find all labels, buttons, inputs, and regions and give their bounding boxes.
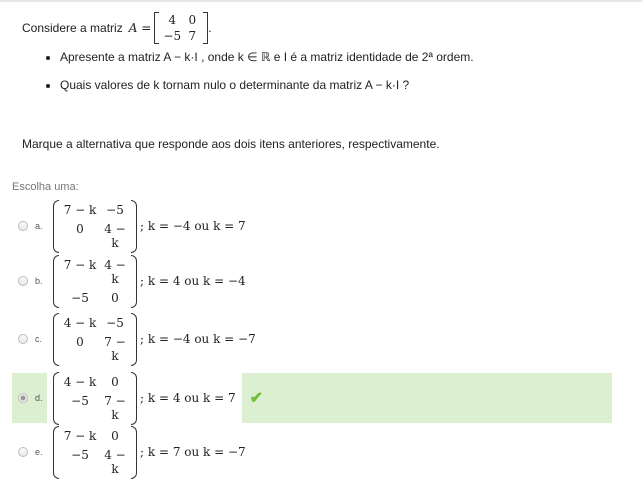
matrix-cell: 0 — [111, 290, 119, 305]
option-d[interactable] — [12, 373, 612, 423]
matrix-cell: −5 — [71, 447, 89, 462]
option-letter: b. — [35, 276, 43, 286]
radio-button-selected[interactable] — [18, 393, 28, 403]
matrix-cell: 0 — [76, 221, 84, 236]
option-c[interactable] — [12, 315, 612, 363]
matrix-cell: −5 — [106, 202, 124, 217]
matrix-cell: −5 — [106, 315, 124, 330]
matrix-cell: −5 — [163, 29, 182, 43]
option-answer: ; k = 4 ou k = 7 — [140, 391, 236, 405]
option-matrix — [53, 372, 137, 425]
question-bullets — [40, 47, 480, 103]
option-matrix — [53, 313, 137, 366]
option-e[interactable] — [12, 428, 612, 476]
radio-button[interactable] — [18, 447, 28, 457]
option-letter: d. — [35, 393, 43, 403]
matrix-cell: 0 — [111, 428, 119, 443]
matrix-cell: 7 − k — [104, 393, 126, 422]
bullet-item: • Apresente a matriz A − k·I , onde k ∈ ℝ e I é a matriz identidade de 2ª ordem. — [60, 47, 480, 67]
option-matrix — [53, 200, 137, 253]
radio-button[interactable] — [18, 221, 28, 231]
option-answer: ; k = 7 ou k = −7 — [140, 445, 246, 459]
question-intro: Considere a matriz A = 4 0 −5 7 . — [22, 13, 212, 43]
radio-button[interactable] — [18, 276, 28, 286]
top-divider — [0, 0, 642, 2]
matrix-cell: 4 — [168, 13, 177, 27]
matrix-cell: 4 − k — [63, 374, 97, 389]
option-matrix — [53, 426, 137, 479]
matrix-cell: 7 − k — [63, 202, 97, 217]
option-matrix — [53, 255, 137, 308]
matrix-cell: −5 — [71, 393, 89, 408]
matrix-cell: 0 — [188, 13, 197, 27]
matrix-cell: 7 − k — [63, 257, 97, 272]
question-intro-text: Considere a matriz — [22, 21, 123, 35]
radio-button[interactable] — [18, 334, 28, 344]
option-answer: ; k = −4 ou k = 7 — [140, 219, 246, 233]
bullet-item: • Quais valores de k tornam nulo o determinante da matriz A − k·I ? — [60, 75, 480, 95]
matrix-cell: 4 − k — [104, 221, 126, 250]
option-letter: c. — [35, 334, 43, 344]
checkmark-icon: ✔ — [249, 390, 264, 407]
matrix-cell: 0 — [76, 334, 84, 349]
matrix-cell: −5 — [71, 290, 89, 305]
option-b[interactable] — [12, 257, 612, 305]
option-a[interactable] — [12, 202, 612, 250]
matrix-cell: 4 − k — [104, 257, 126, 286]
choose-label: Escolha uma: — [12, 181, 79, 193]
option-letter: e. — [35, 447, 43, 457]
matrix-cell: 4 − k — [104, 447, 126, 476]
instruction-text: Marque a alternativa que responde aos dois itens anteriores, respectivamente. — [22, 137, 440, 151]
matrix-cell: 7 — [188, 29, 197, 43]
option-answer: ; k = −4 ou k = −7 — [140, 332, 256, 346]
option-answer: ; k = 4 ou k = −4 — [140, 274, 246, 288]
matrix-cell: 0 — [111, 374, 119, 389]
matrix-name: A = — [128, 21, 152, 35]
option-content — [47, 368, 242, 429]
matrix-cell: 7 − k — [63, 428, 97, 443]
option-letter: a. — [35, 221, 43, 231]
matrix-cell: 4 − k — [63, 315, 97, 330]
matrix-cell: 7 − k — [104, 334, 126, 363]
matrix-a — [154, 12, 208, 44]
